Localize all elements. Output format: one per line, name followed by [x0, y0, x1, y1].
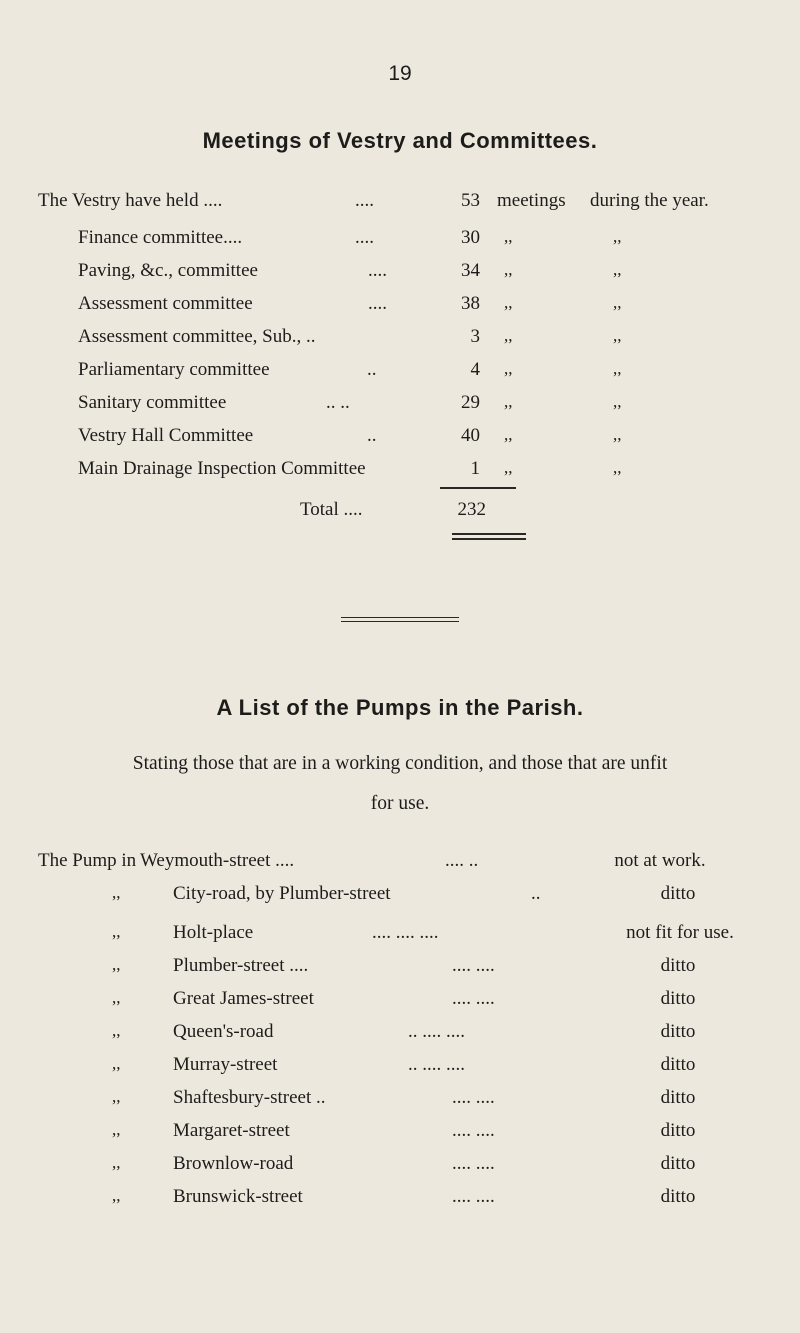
total-rule	[440, 487, 516, 489]
pump-location: Brownlow-road	[173, 1153, 294, 1174]
leader-dots: .... ..	[445, 850, 479, 871]
pump-row	[0, 850, 800, 880]
pump-status: ditto	[660, 1021, 696, 1042]
pump-prefix: The Pump in	[38, 850, 137, 871]
pump-status: ditto	[660, 955, 696, 976]
ditto-col-2: ,,	[504, 458, 513, 477]
pump-status: ditto	[660, 1120, 696, 1141]
pump-row	[0, 1186, 800, 1216]
committee-name: Parliamentary committee	[78, 359, 270, 380]
ditto-col-3: ,,	[613, 227, 622, 246]
leader-dots: ..	[367, 359, 377, 380]
ditto-prefix: ,,	[112, 922, 121, 941]
ditto-prefix: ,,	[112, 1120, 121, 1139]
committee-name: Main Drainage Inspection Committee	[78, 458, 366, 479]
meeting-count: 34	[461, 260, 480, 281]
pump-status: ditto	[660, 883, 696, 904]
double-rule-top	[452, 533, 526, 535]
ditto-col-2: ,,	[504, 293, 513, 312]
ditto-col-3: ,,	[613, 293, 622, 312]
committee-name: Finance committee....	[78, 227, 243, 248]
committee-name: The Vestry have held ....	[38, 190, 223, 211]
meetings-row	[0, 190, 800, 220]
ditto-prefix: ,,	[112, 1021, 121, 1040]
total-row	[0, 499, 800, 529]
leader-dots: .... ....	[452, 988, 495, 1009]
ditto-prefix: ,,	[112, 955, 121, 974]
meetings-row	[0, 326, 800, 356]
meeting-count: 30	[461, 227, 480, 248]
leader-dots: .... ....	[452, 1153, 495, 1174]
ditto-col-3: ,,	[613, 425, 622, 444]
pump-location: Shaftesbury-street ..	[173, 1087, 326, 1108]
leader-dots: .... ....	[452, 1186, 495, 1207]
ditto-col-2: ,,	[504, 392, 513, 411]
pump-row	[0, 922, 800, 952]
page-number: 19	[388, 62, 412, 85]
pumps-title: A List of the Pumps in the Parish.	[216, 695, 584, 720]
meetings-row	[0, 458, 800, 488]
ditto-col-3: ,,	[613, 458, 622, 477]
pump-location: Murray-street	[173, 1054, 278, 1075]
section-divider-bottom	[341, 621, 459, 622]
pump-row	[0, 955, 800, 985]
leader-dots: .... .... ....	[372, 922, 439, 943]
meeting-count: 40	[461, 425, 480, 446]
committee-name: Paving, &c., committee	[78, 260, 258, 281]
ditto-prefix: ,,	[112, 1153, 121, 1172]
meeting-count: 53	[461, 190, 480, 211]
ditto-prefix: ,,	[112, 1186, 121, 1205]
meeting-count: 29	[461, 392, 480, 413]
pump-location: Holt-place	[173, 922, 254, 943]
ditto-prefix: ,,	[112, 883, 121, 902]
pump-row	[0, 1087, 800, 1117]
leader-dots: .... ....	[452, 1087, 495, 1108]
ditto-col-2: ,,	[504, 227, 513, 246]
committee-name: Vestry Hall Committee	[78, 425, 254, 446]
pump-location: Brunswick-street	[173, 1186, 303, 1207]
ditto-prefix: ,,	[112, 988, 121, 1007]
pump-status: not fit for use.	[626, 922, 734, 943]
meetings-row	[0, 293, 800, 323]
pump-row	[0, 1120, 800, 1150]
ditto-col-2: ,,	[504, 425, 513, 444]
pump-status: ditto	[660, 1054, 696, 1075]
leader-dots: ..	[367, 425, 377, 446]
double-rule-bottom	[452, 538, 526, 540]
leader-dots: ....	[355, 227, 374, 248]
meetings-title: Meetings of Vestry and Committees.	[202, 128, 598, 153]
pumps-subtitle-line1: Stating those that are in a working condition, and those that are unfit	[132, 753, 668, 774]
leader-dots: ....	[355, 190, 374, 211]
meetings-row	[0, 359, 800, 389]
meetings-row	[0, 392, 800, 422]
committee-name: Assessment committee, Sub., ..	[78, 326, 316, 347]
pump-row	[0, 883, 800, 913]
pump-location: Margaret-street	[173, 1120, 290, 1141]
pump-row	[0, 1054, 800, 1084]
ditto-col-3: ,,	[613, 326, 622, 345]
ditto-col-3: ,,	[613, 260, 622, 279]
pump-row	[0, 1021, 800, 1051]
meetings-row	[0, 425, 800, 455]
pump-status: ditto	[660, 1087, 696, 1108]
ditto-prefix: ,,	[112, 1087, 121, 1106]
meeting-count: 4	[470, 359, 480, 380]
ditto-col-3: ,,	[613, 359, 622, 378]
ditto-col-2: ,,	[504, 260, 513, 279]
pump-location: Weymouth-street ....	[140, 850, 295, 871]
meeting-count: 1	[470, 458, 480, 479]
total-label: Total ....	[300, 499, 363, 520]
ditto-col-3: during the year.	[590, 190, 709, 211]
leader-dots: .... ....	[452, 1120, 495, 1141]
pump-row	[0, 1153, 800, 1183]
committee-name: Sanitary committee	[78, 392, 227, 413]
leader-dots: ..	[531, 883, 541, 904]
meeting-count: 38	[461, 293, 480, 314]
meetings-row	[0, 260, 800, 290]
pump-location: Queen's-road	[173, 1021, 274, 1042]
total-value: 232	[457, 499, 486, 520]
ditto-col-2: meetings	[497, 190, 566, 211]
leader-dots: .... ....	[452, 955, 495, 976]
section-divider-top	[341, 617, 459, 618]
committee-name: Assessment committee	[78, 293, 253, 314]
ditto-col-2: ,,	[504, 359, 513, 378]
ditto-prefix: ,,	[112, 1054, 121, 1073]
leader-dots: ....	[368, 293, 387, 314]
pump-location: City-road, by Plumber-street	[173, 883, 391, 904]
leader-dots: .. .... ....	[408, 1021, 465, 1042]
ditto-col-2: ,,	[504, 326, 513, 345]
pump-status: not at work.	[614, 850, 706, 871]
pump-status: ditto	[660, 1153, 696, 1174]
pump-row	[0, 988, 800, 1018]
leader-dots: .. .... ....	[408, 1054, 465, 1075]
pump-status: ditto	[660, 988, 696, 1009]
pump-location: Plumber-street ....	[173, 955, 309, 976]
leader-dots: ....	[368, 260, 387, 281]
pumps-subtitle-line2: for use.	[370, 793, 430, 814]
meeting-count: 3	[470, 326, 480, 347]
pump-status: ditto	[660, 1186, 696, 1207]
pump-location: Great James-street	[173, 988, 314, 1009]
meetings-row	[0, 227, 800, 257]
leader-dots: .. ..	[326, 392, 350, 413]
ditto-col-3: ,,	[613, 392, 622, 411]
